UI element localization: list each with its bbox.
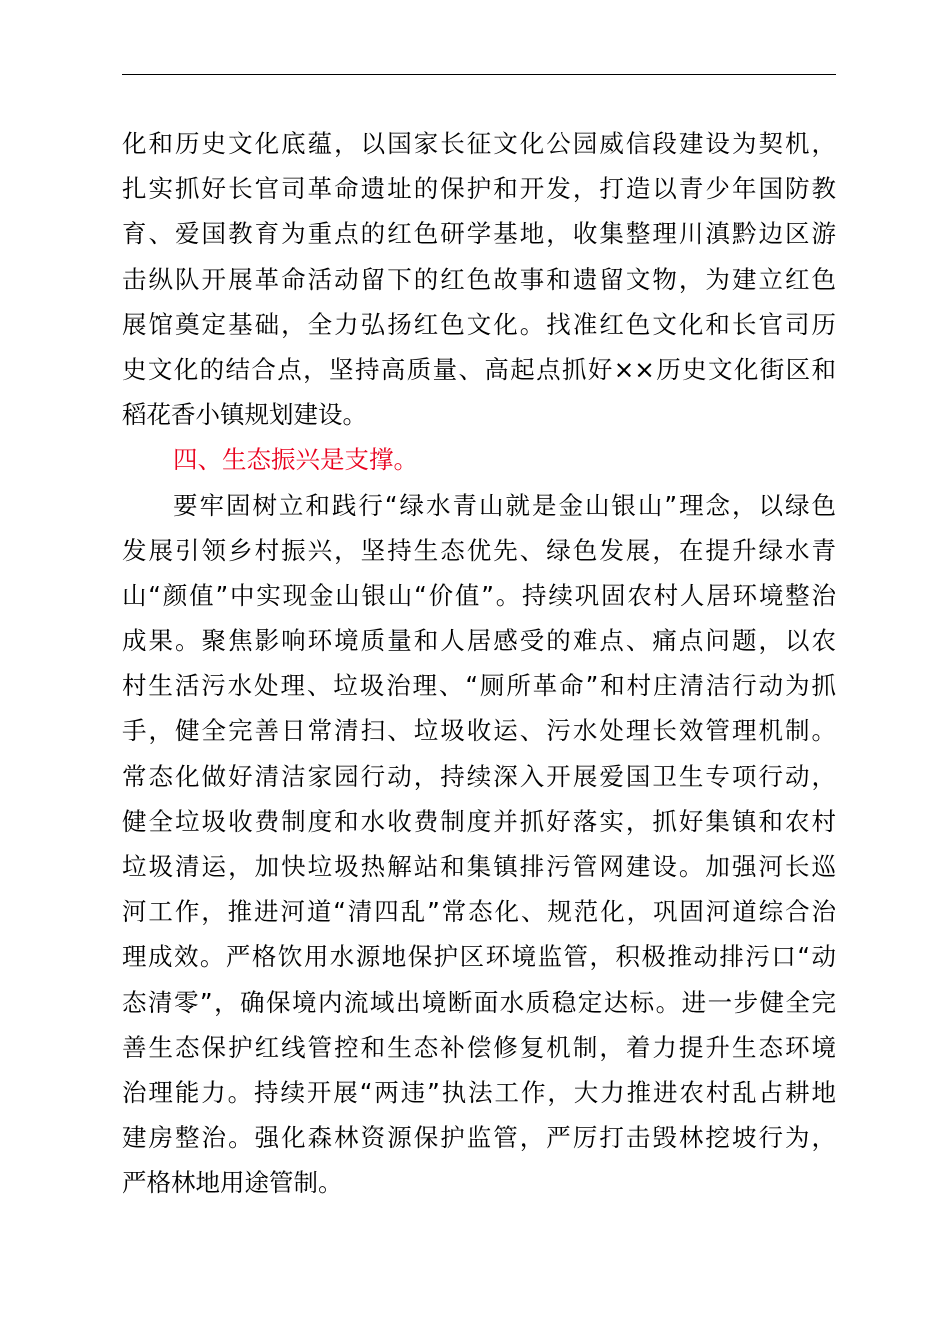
text-line: 成果。聚焦影响环境质量和人居感受的难点、痛点问题，以农 (122, 626, 836, 656)
text-line: 育、爱国教育为重点的红色研学基地，收集整理川滇黔边区游 (122, 219, 836, 249)
text-line: 展馆奠定基础，全力弘扬红色文化。找准红色文化和长官司历 (122, 309, 836, 339)
text-line: 理成效。严格饮用水源地保护区环境监管，积极推动排污口“动 (122, 942, 836, 972)
text-line: 善生态保护红线管控和生态补偿修复机制，着力提升生态环境 (122, 1032, 836, 1062)
text-line: 发展引领乡村振兴，坚持生态优先、绿色发展，在提升绿水青 (122, 535, 836, 565)
text-line: 击纵队开展革命活动留下的红色故事和遗留文物，为建立红色 (122, 264, 836, 294)
section-heading (122, 437, 836, 482)
paragraph-culture-continuation (122, 121, 836, 437)
text-line: 河工作，推进河道“清四乱”常态化、规范化，巩固河道综合治 (122, 897, 836, 927)
document-body (122, 121, 836, 1206)
text-line: 村生活污水处理、垃圾治理、“厕所革命”和村庄清洁行动为抓 (122, 671, 836, 701)
text-line: 扎实抓好长官司革命遗址的保护和开发，打造以青少年国防教 (122, 174, 836, 204)
text-line: 稻花香小镇规划建设。 (122, 400, 367, 430)
text-line: 要牢固树立和践行“绿水青山就是金山银山”理念，以绿色 (173, 490, 836, 520)
text-line: 态清零”，确保境内流域出境断面水质稳定达标。进一步健全完 (122, 987, 836, 1017)
text-line: 治理能力。持续开展“两违”执法工作，大力推进农村乱占耕地 (122, 1077, 836, 1107)
text-line: 山“颜值”中实现金山银山“价值”。持续巩固农村人居环境整治 (122, 580, 836, 610)
paragraph-ecology (122, 483, 836, 1206)
text-line: 化和历史文化底蕴，以国家长征文化公园威信段建设为契机， (122, 129, 836, 158)
section-heading-text: 四、生态振兴是支撑。 (173, 445, 418, 475)
text-line: 建房整治。强化森林资源保护监管，严厉打击毁林挖坡行为， (122, 1123, 836, 1153)
text-line: 垃圾清运，加快垃圾热解站和集镇排污管网建设。加强河长巡 (122, 852, 836, 881)
text-line: 常态化做好清洁家园行动，持续深入开展爱国卫生专项行动， (122, 761, 836, 791)
text-line: 健全垃圾收费制度和水收费制度并抓好落实，抓好集镇和农村 (122, 806, 836, 836)
header-divider (122, 74, 836, 75)
text-line: 史文化的结合点，坚持高质量、高起点抓好××历史文化街区和 (122, 354, 836, 384)
text-line: 手，健全完善日常清扫、垃圾收运、污水处理长效管理机制。 (122, 716, 836, 746)
text-line: 严格林地用途管制。 (122, 1168, 343, 1198)
